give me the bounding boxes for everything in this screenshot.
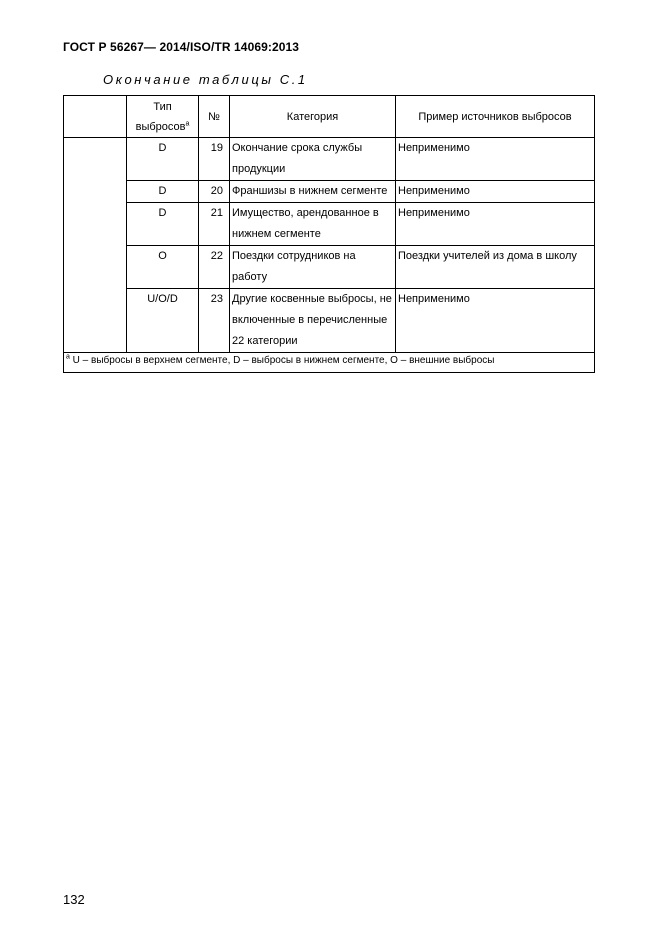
header-empty-cell [64,96,127,138]
footnote-text: U – выбросы в верхнем сегменте, D – выбросы в нижнем сегменте, O – внешние выбросы [69,355,495,366]
table-row [64,246,595,289]
table-row [64,138,595,181]
row-example: Неприменимо [396,181,595,203]
row-number: 21 [199,203,230,246]
row-number: 20 [199,181,230,203]
row-category: Поездки сотрудников на работу [230,246,396,289]
row-number: 23 [199,289,230,353]
table-caption: Окончание таблицы С.1 [103,72,308,87]
row-category: Имущество, арендованное в нижнем сегменте [230,203,396,246]
header-example: Пример источников выбросов [396,96,595,138]
header-emission-type [127,96,199,138]
row-number: 22 [199,246,230,289]
row-example: Неприменимо [396,203,595,246]
table-row [64,203,595,246]
table-row [64,289,595,353]
row-type: D [127,138,199,181]
header-type-footnote-marker: a [185,119,190,127]
row-type: U/O/D [127,289,199,353]
header-type-line1: Тип [153,100,172,113]
row-type: D [127,203,199,246]
row-number: 19 [199,138,230,181]
row-example: Неприменимо [396,289,595,353]
table-footnote-row [64,353,595,373]
row-example: Неприменимо [396,138,595,181]
document-header: ГОСТ Р 56267— 2014/ISO/TR 14069:2013 [63,40,300,54]
footnote-marker: a [66,353,70,361]
header-category: Категория [230,96,396,138]
row-category: Окончание срока службы продукции [230,138,396,181]
blank-cell [64,138,127,353]
row-category: Франшизы в нижнем сегменте [230,181,396,203]
row-category: Другие косвенные выбросы, не включенные в перечисленные 22 категории [230,289,396,353]
table-footnote [64,353,595,373]
row-example: Поездки учителей из дома в школу [396,246,595,289]
table-header-row [64,96,595,138]
header-number: № [199,96,230,138]
row-type: O [127,246,199,289]
header-type-line2: выбросов [135,120,186,133]
table-row [64,181,595,203]
emissions-table [63,95,595,373]
row-type: D [127,181,199,203]
page-number: 132 [63,892,85,907]
